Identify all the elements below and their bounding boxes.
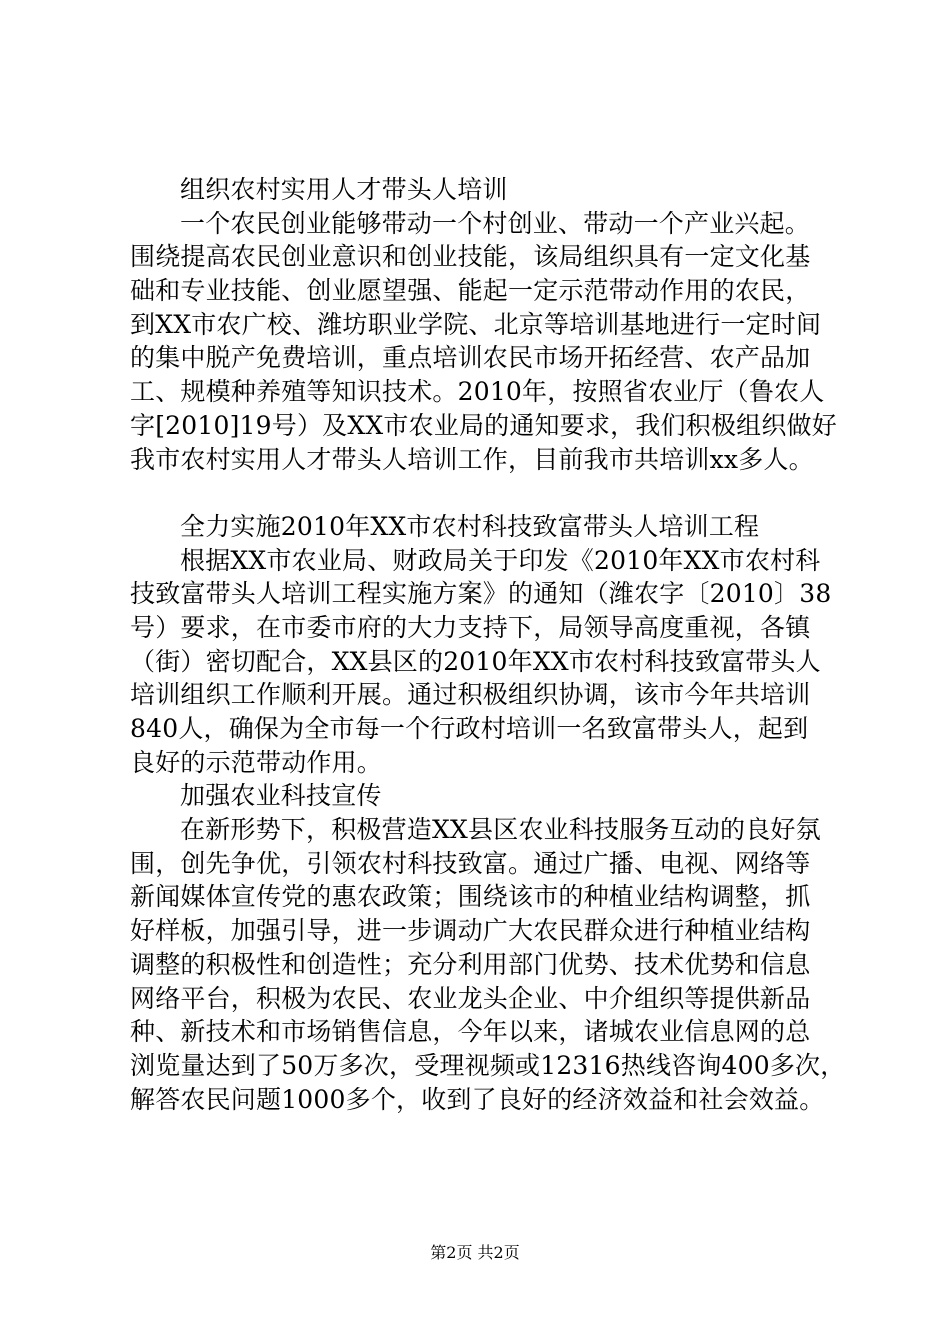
paragraph-line: 一个农民创业能够带动一个村创业、带动一个产业兴起。: [180, 208, 811, 238]
section-heading: 组织农村实用人才带头人培训: [180, 175, 508, 204]
paragraph-line: 调整的积极性和创造性；充分利用部门优势、技术优势和信息: [130, 949, 811, 979]
paragraph-line: 围绕提高农民创业意识和创业技能，该局组织具有一定文化基: [130, 242, 811, 272]
paragraph-line: 好样板，加强引导，进一步调动广大农民群众进行种植业结构: [130, 916, 811, 946]
paragraph-line: 根据XX市农业局、财政局关于印发《2010年XX市农村科: [180, 545, 821, 575]
paragraph-line: （街）密切配合，XX县区的2010年XX市农村科技致富带头人: [130, 646, 821, 676]
document-body: [130, 173, 846, 1116]
paragraph-line: 840人，确保为全市每一个行政村培训一名致富带头人，起到: [130, 714, 809, 743]
paragraph-line: 网络平台，积极为农民、农业龙头企业、中介组织等提供新品: [130, 983, 811, 1013]
paragraph-line: 新闻媒体宣传党的惠农政策；围绕该市的种植业结构调整，抓: [130, 882, 811, 912]
paragraph-line: 良好的示范带动作用。: [130, 747, 383, 777]
paragraph-line: 培训组织工作顺利开展。通过积极组织协调，该市今年共培训: [130, 680, 811, 710]
paragraph-line: 我市农村实用人才带头人培训工作，目前我市共培训xx多人。: [130, 444, 814, 474]
paragraph-line: 的集中脱产免费培训，重点培训农民市场开拓经营、农产品加: [130, 343, 811, 373]
paragraph-line: 在新形势下，积极营造XX县区农业科技服务互动的良好氛: [180, 815, 821, 845]
section-heading: 全力实施2010年XX市农村科技致富带头人培训工程: [180, 511, 760, 541]
paragraph-line: 技致富带头人培训工程实施方案》的通知（潍农字〔2010〕38: [130, 579, 832, 609]
page-number-footer: 第2页 共2页: [430, 1243, 520, 1262]
paragraph-line: 号）要求，在市委市府的大力支持下，局领导高度重视，各镇: [130, 612, 811, 642]
paragraph-line: 解答农民问题1000多个，收到了良好的经济效益和社会效益。: [130, 1084, 825, 1114]
paragraph-line: 工、规模种养殖等知识技术。2010年，按照省农业厅（鲁农人: [130, 377, 825, 407]
paragraph-line: 字[2010]19号）及XX市农业局的通知要求，我们积极组织做好: [130, 410, 837, 440]
paragraph-gap: [130, 476, 830, 510]
section-heading: 加强农业科技宣传: [180, 781, 382, 811]
paragraph-line: 到XX市农广校、潍坊职业学院、北京等培训基地进行一定时间: [130, 309, 822, 339]
paragraph-line: 浏览量达到了50万多次，受理视频或12316热线咨询400多次，: [130, 1050, 846, 1080]
paragraph-line: 种、新技术和市场销售信息，今年以来，诸城农业信息网的总: [130, 1017, 811, 1047]
paragraph-line: 围，创先争优，引领农村科技致富。通过广播、电视、网络等: [130, 848, 811, 878]
paragraph-line: 础和专业技能、创业愿望强、能起一定示范带动作用的农民，: [130, 276, 811, 306]
